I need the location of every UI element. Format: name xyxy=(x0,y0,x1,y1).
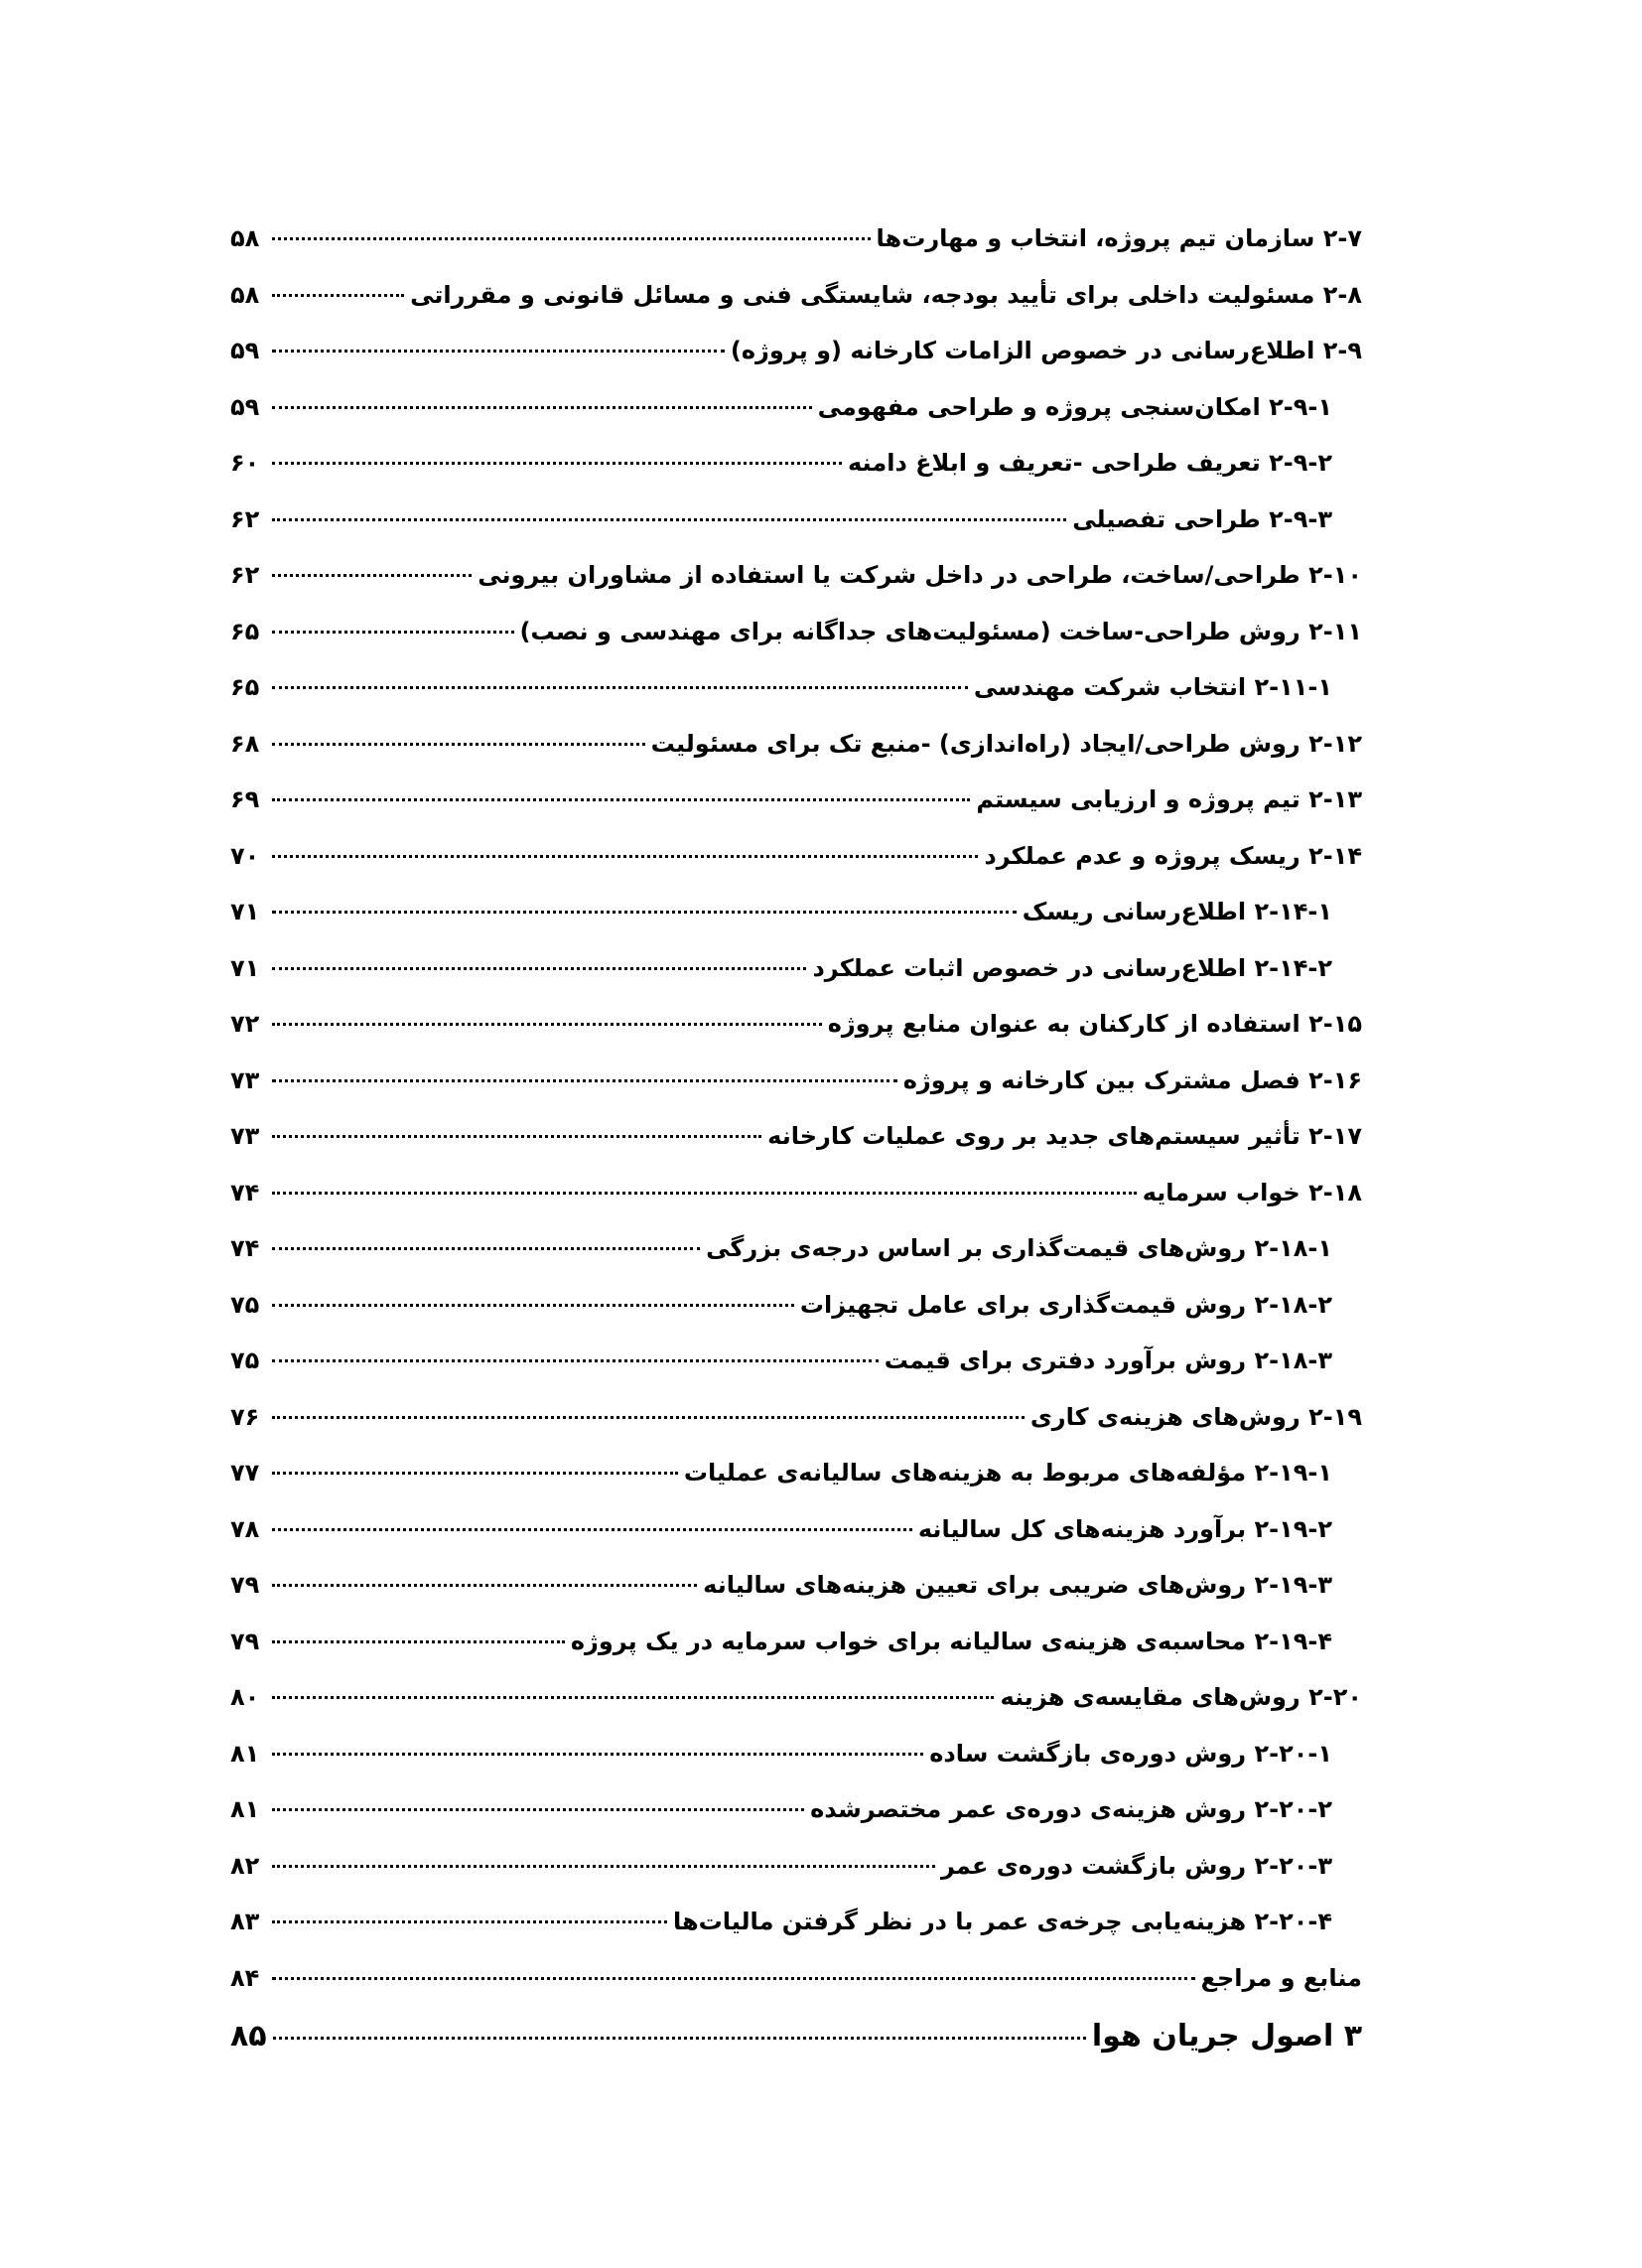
dot-leader xyxy=(272,1584,697,1587)
toc-entry[interactable] xyxy=(230,1669,1362,1726)
toc-entry[interactable] xyxy=(230,1277,1362,1334)
dot-leader xyxy=(272,574,472,577)
toc-entry[interactable] xyxy=(230,1781,1362,1838)
table-of-contents xyxy=(230,211,1362,2067)
dot-leader xyxy=(272,1247,700,1250)
dot-leader xyxy=(272,1023,822,1026)
toc-entry[interactable] xyxy=(230,492,1362,548)
dot-leader xyxy=(272,631,514,634)
toc-entry-title: ۲-۱۸-۳ روش برآورد دفتری برای قیمت xyxy=(884,1347,1332,1374)
toc-entry[interactable] xyxy=(230,1220,1362,1277)
toc-entry[interactable] xyxy=(230,716,1362,773)
dot-leader xyxy=(272,1920,667,1923)
toc-entry-page-number: ۷۰ xyxy=(230,841,260,870)
dot-leader xyxy=(272,1192,1137,1195)
toc-entry[interactable] xyxy=(230,211,1362,267)
toc-entry-title: ۳ اصول جریان هوا xyxy=(1091,2019,1362,2054)
toc-entry-page-number: ۶۹ xyxy=(230,785,260,813)
toc-entry-page-number: ۷۱ xyxy=(230,898,260,925)
dot-leader xyxy=(272,1640,565,1643)
toc-entry-title: ۲-۷ سازمان تیم پروژه، انتخاب و مهارت‌ها xyxy=(876,224,1362,252)
toc-entry-page-number: ۵۸ xyxy=(230,280,260,309)
dot-leader xyxy=(272,1808,804,1811)
toc-entry-title: ۲-۱۰ طراحی/ساخت، طراحی در داخل شرکت یا استفاده از مشاوران بیرونی xyxy=(478,561,1362,589)
dot-leader xyxy=(272,462,842,465)
dot-leader xyxy=(272,798,970,801)
dot-leader xyxy=(272,518,1066,521)
dot-leader xyxy=(272,1865,935,1868)
toc-entry-page-number: ۷۱ xyxy=(230,953,260,982)
toc-entry[interactable] xyxy=(230,1838,1362,1895)
dot-leader xyxy=(272,1696,994,1699)
toc-entry-page-number: ۸۱ xyxy=(230,1739,260,1768)
toc-entry-title: ۲-۱۸-۲ روش قیمت‌گذاری برای عامل تجهیزات xyxy=(799,1290,1332,1319)
toc-entry-title: ۲-۹ اطلاع‌رسانی در خصوص الزامات کارخانه (و پروژه) xyxy=(730,337,1362,364)
toc-entry-page-number: ۷۹ xyxy=(230,1627,260,1655)
toc-entry-title: ۲-۲۰-۴ هزینه‌یابی چرخه‌ی عمر با در نظر گرفتن مالیات‌ها xyxy=(672,1908,1332,1935)
dot-leader xyxy=(272,1079,897,1082)
toc-entry[interactable] xyxy=(230,435,1362,492)
toc-entry-title: ۲-۹-۲ تعریف طراحی -تعریف و ابلاغ دامنه xyxy=(848,449,1332,477)
toc-entry-title: ۲-۲۰-۳ روش بازگشت دوره‌ی عمر xyxy=(940,1851,1332,1880)
dot-leader xyxy=(273,2037,1086,2040)
toc-entry-page-number: ۷۳ xyxy=(230,1122,260,1150)
toc-entry-title: ۲-۱۴-۲ اطلاع‌رسانی در خصوص اثبات عملکرد xyxy=(812,953,1332,982)
toc-entry[interactable] xyxy=(230,1333,1362,1389)
toc-entry[interactable] xyxy=(230,1445,1362,1501)
toc-entry-page-number: ۷۹ xyxy=(230,1571,260,1599)
dot-leader xyxy=(272,237,871,240)
toc-entry-title: ۲-۱۳ تیم پروژه و ارزیابی سیستم xyxy=(976,785,1362,813)
dot-leader xyxy=(272,911,1017,914)
toc-entry[interactable] xyxy=(230,1950,1362,2007)
dot-leader xyxy=(272,1472,678,1475)
dot-leader xyxy=(272,350,725,353)
toc-entry-title: ۲-۲۰-۲ روش هزینه‌ی دوره‌ی عمر مختصرشده xyxy=(810,1795,1332,1823)
toc-entry[interactable] xyxy=(230,604,1362,660)
toc-entry-page-number: ۷۲ xyxy=(230,1010,260,1038)
dot-leader xyxy=(272,967,806,970)
toc-entry-title: ۲-۱۱ روش طراحی-ساخت (مسئولیت‌های جداگانه برای مهندسی و نصب) xyxy=(519,617,1362,645)
dot-leader xyxy=(272,855,978,858)
dot-leader xyxy=(272,1359,879,1362)
toc-entry-page-number: ۵۸ xyxy=(230,224,260,252)
toc-entry[interactable] xyxy=(230,1614,1362,1670)
toc-entry-page-number: ۶۸ xyxy=(230,729,260,758)
dot-leader xyxy=(272,294,404,297)
toc-entry-page-number: ۷۵ xyxy=(230,1347,260,1374)
toc-entry-title: ۲-۱۸ خواب سرمایه xyxy=(1142,1178,1362,1206)
toc-entry-page-number: ۷۴ xyxy=(230,1178,260,1206)
toc-entry-page-number: ۷۶ xyxy=(230,1402,260,1431)
toc-entry[interactable] xyxy=(230,828,1362,885)
toc-entry[interactable] xyxy=(230,1389,1362,1446)
toc-entry-page-number: ۸۳ xyxy=(230,1908,260,1935)
toc-entry[interactable] xyxy=(230,1165,1362,1221)
toc-entry-page-number: ۷۵ xyxy=(230,1290,260,1319)
toc-entry[interactable] xyxy=(230,1108,1362,1165)
dot-leader xyxy=(272,1304,794,1307)
toc-entry[interactable] xyxy=(230,772,1362,828)
dot-leader xyxy=(272,743,645,746)
toc-entry[interactable] xyxy=(230,1501,1362,1558)
toc-entry-title: ۲-۱۸-۱ روش‌های قیمت‌گذاری بر اساس درجه‌ی بزرگی xyxy=(706,1234,1332,1262)
toc-entry[interactable] xyxy=(230,1894,1362,1950)
toc-entry[interactable] xyxy=(230,1557,1362,1614)
toc-entry-title: ۲-۱۶ فصل مشترک بین کارخانه و پروژه xyxy=(902,1065,1362,1094)
toc-entry-page-number: ۸۲ xyxy=(230,1851,260,1880)
toc-entry-title: ۲-۱۹-۲ برآورد هزینه‌های کل سالیانه xyxy=(917,1514,1332,1543)
toc-entry-title: ۲-۱۷ تأثیر سیستم‌های جدید بر روی عملیات کارخانه xyxy=(767,1122,1362,1150)
toc-entry-page-number: ۷۷ xyxy=(230,1459,260,1487)
toc-entry[interactable] xyxy=(230,1726,1362,1782)
toc-entry-title: ۲-۱۹-۴ محاسبه‌ی هزینه‌ی سالیانه برای خواب سرمایه در یک پروژه xyxy=(570,1627,1332,1655)
toc-entry-page-number: ۷۴ xyxy=(230,1234,260,1262)
dot-leader xyxy=(272,1528,912,1531)
toc-entry-page-number: ۷۳ xyxy=(230,1065,260,1094)
toc-chapter-entry[interactable] xyxy=(230,2006,1362,2067)
dot-leader xyxy=(272,686,968,689)
toc-entry-page-number: ۸۵ xyxy=(230,2019,267,2054)
toc-entry-title: ۲-۲۰ روش‌های مقایسه‌ی هزینه xyxy=(1000,1683,1362,1711)
toc-entry-page-number: ۶۲ xyxy=(230,561,260,589)
toc-entry-title: ۲-۱۹ روش‌های هزینه‌ی کاری xyxy=(1029,1402,1362,1431)
toc-entry-title: ۲-۱۴ ریسک پروژه و عدم عملکرد xyxy=(984,841,1362,870)
toc-entry-title: ۲-۱۲ روش طراحی/ایجاد (راه‌اندازی) -منبع تک برای مسئولیت xyxy=(650,729,1362,758)
toc-entry-page-number: ۵۹ xyxy=(230,337,260,364)
toc-entry[interactable] xyxy=(230,1053,1362,1109)
toc-entry-title: ۲-۸ مسئولیت داخلی برای تأیید بودجه، شایستگی فنی و مسائل قانونی و مقرراتی xyxy=(410,280,1362,309)
toc-entry[interactable] xyxy=(230,996,1362,1053)
toc-entry-title: ۲-۱۵ استفاده از کارکنان به عنوان منابع پروژه xyxy=(827,1010,1362,1038)
toc-entry[interactable] xyxy=(230,659,1362,716)
toc-entry[interactable] xyxy=(230,323,1362,379)
toc-entry-title: ۲-۹-۱ امکان‌سنجی پروژه و طراحی مفهومی xyxy=(817,392,1332,421)
dot-leader xyxy=(272,1977,1195,1980)
toc-entry[interactable] xyxy=(230,884,1362,940)
toc-entry[interactable] xyxy=(230,267,1362,324)
toc-entry[interactable] xyxy=(230,547,1362,604)
toc-entry-page-number: ۶۲ xyxy=(230,504,260,533)
toc-entry[interactable] xyxy=(230,379,1362,436)
toc-entry-page-number: ۶۰ xyxy=(230,449,260,477)
toc-entry-title: ۲-۹-۳ طراحی تفصیلی xyxy=(1072,504,1332,533)
toc-entry-page-number: ۸۴ xyxy=(230,1963,260,1992)
toc-entry-page-number: ۷۸ xyxy=(230,1514,260,1543)
toc-entry-title: ۲-۱۹-۳ روش‌های ضریبی برای تعیین هزینه‌های سالیانه xyxy=(703,1571,1332,1599)
dot-leader xyxy=(272,1416,1025,1419)
toc-entry-page-number: ۸۰ xyxy=(230,1683,260,1711)
toc-entry-title: ۲-۱۴-۱ اطلاع‌رسانی ریسک xyxy=(1022,898,1332,925)
toc-entry-title: ۲-۲۰-۱ روش دوره‌ی بازگشت ساده xyxy=(929,1739,1332,1768)
toc-entry-page-number: ۵۹ xyxy=(230,392,260,421)
dot-leader xyxy=(272,406,812,409)
toc-entry-title: ۲-۱۹-۱ مؤلفه‌های مربوط به هزینه‌های سالیانه‌ی عملیات xyxy=(683,1459,1332,1487)
toc-entry-title: ۲-۱۱-۱ انتخاب شرکت مهندسی xyxy=(973,673,1332,701)
toc-entry-page-number: ۶۵ xyxy=(230,673,260,701)
dot-leader xyxy=(272,1135,761,1138)
dot-leader xyxy=(272,1753,923,1756)
toc-entry-page-number: ۶۵ xyxy=(230,617,260,645)
toc-entry-page-number: ۸۱ xyxy=(230,1795,260,1823)
toc-entry-title: منابع و مراجع xyxy=(1200,1963,1362,1992)
toc-entry[interactable] xyxy=(230,940,1362,997)
